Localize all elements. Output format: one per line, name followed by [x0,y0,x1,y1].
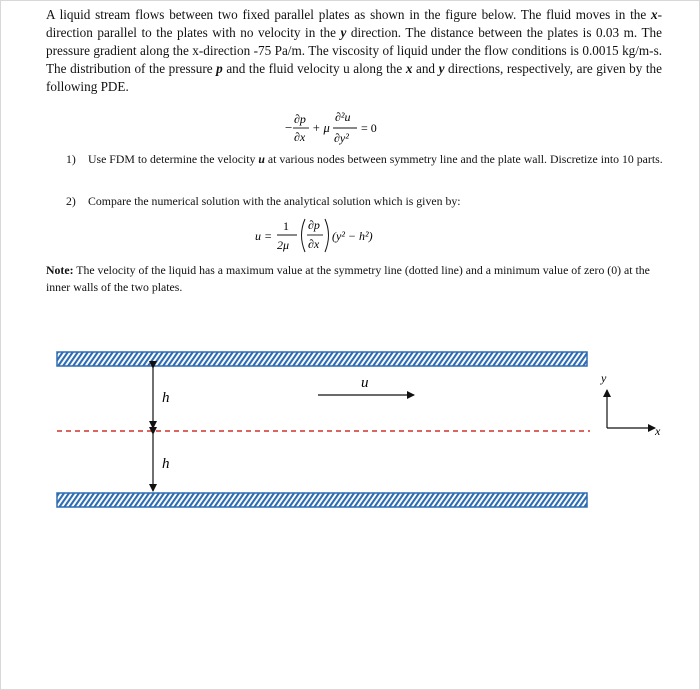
pde-minus: − [285,120,293,135]
pde-dy2: ∂y² [334,131,349,145]
x-axis-label: x [655,424,661,438]
analytical-two-mu: 2μ [277,238,290,252]
h-bottom-label: h [162,456,170,472]
y-axis-label: y [601,371,607,385]
analytical-dx: ∂x [308,237,320,251]
h-top-label: h [162,390,170,406]
note: Note: The velocity of the liquid has a maximum value at the symmetry line (dotted line) and a minimum value of zero (0) at the inner walls of the two plates. [46,263,650,294]
channel-figure [0,340,700,520]
task-1-number: 1) [66,152,76,166]
pde-dp: ∂p [294,112,306,126]
task-2-text: Compare the numerical solution with the analytical solution which is given by: [88,194,461,208]
analytical-lhs: u = [255,229,273,243]
top-plate [57,352,587,366]
pde-eq-zero: = 0 [361,121,377,135]
analytical-dp: ∂p [308,218,320,232]
pde-equation [285,108,405,148]
bottom-plate [57,493,587,507]
analytical-equation [255,215,415,257]
analytical-one: 1 [283,219,289,233]
velocity-label: u [361,375,369,391]
problem-statement: A liquid stream flows between two fixed parallel plates as shown in the figure below. The fluid moves in the x-direction parallel to the plates with no velocity in the y direction. The distance between the plates is 0.03 m. The pressure gradient along the x-direction -75 Pa/m. The viscosity of liquid under the flow conditions is 0.0015 kg/m-s. The distribution of the pressure p and the fluid velocity u along the x and y directions, respectively, are given by the following PDE. [46,7,662,94]
task-1-text: Use FDM to determine the velocity u at various nodes between symmetry line and the plate wall. Discretize into 10 parts. [88,152,663,166]
analytical-rhs: (y² − h²) [332,229,373,243]
pde-d2u: ∂²u [335,110,351,124]
pde-plus-mu: + μ [312,121,330,135]
task-2-number: 2) [66,194,76,208]
pde-dx: ∂x [294,130,306,144]
